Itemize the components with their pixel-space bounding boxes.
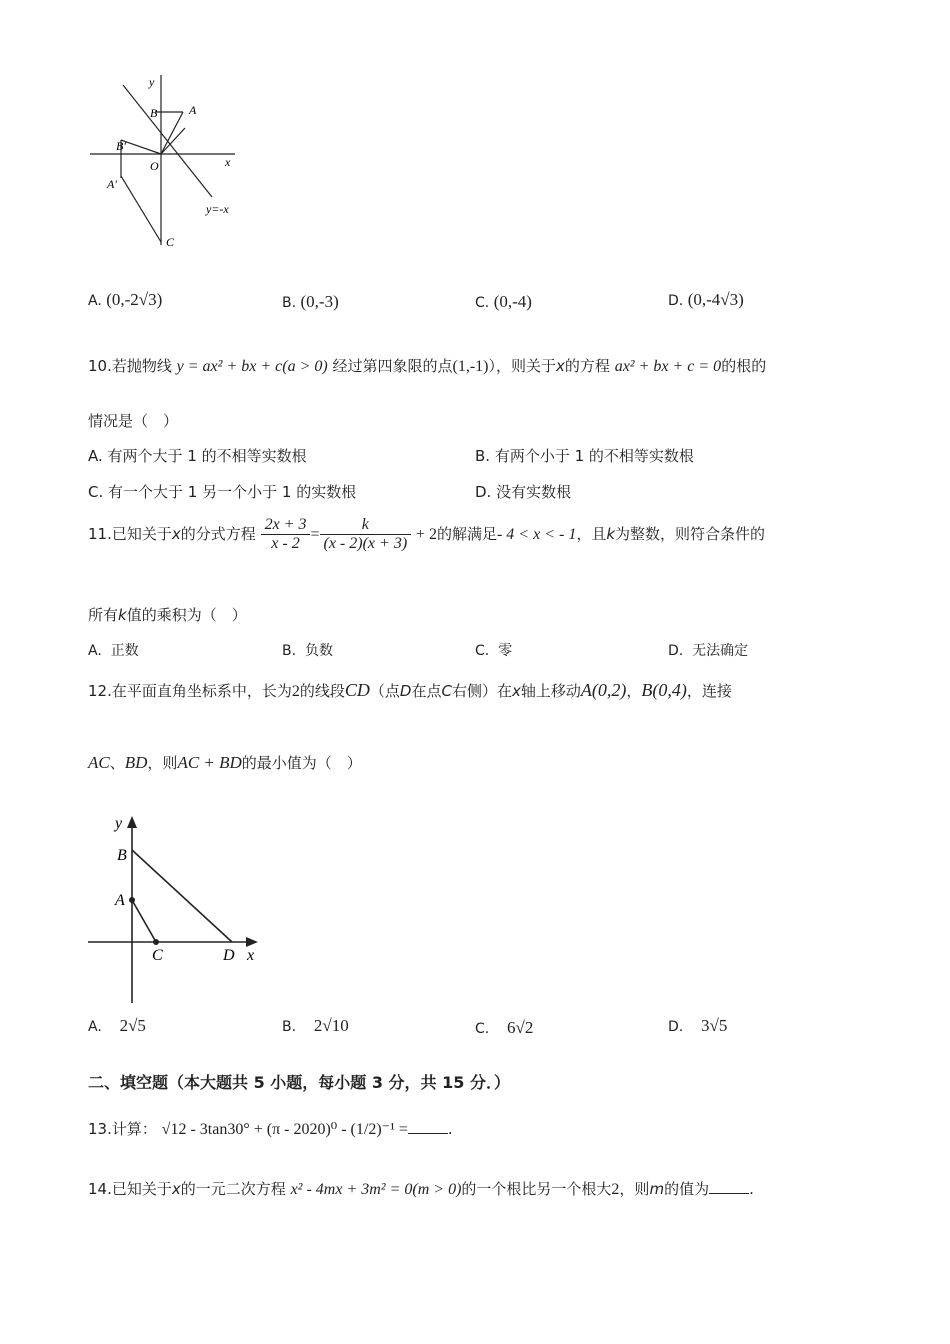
q12-option-d[interactable]: D. 3√5 (668, 1016, 728, 1035)
q9-figure (85, 70, 255, 255)
q9-option-d[interactable]: D. (0,-4√3) (668, 290, 744, 309)
q9-option-b-value: (0,-3) (300, 292, 339, 311)
q14-equation: x² - 4mx + 3m² = 0(m > 0) (290, 1181, 462, 1198)
fig12-label-B: B (117, 847, 127, 864)
q13-answer-blank[interactable] (408, 1119, 448, 1134)
fig12-label-y: y (115, 815, 123, 832)
q13-expression: √12 - 3tan30° + (π - 2020)⁰ - (1/2)⁻¹ = (161, 1121, 408, 1138)
q10-line2: 情况是（ ） (88, 412, 179, 430)
q11-fraction-1: $\frac{2x + 3}{x - 2}$ (261, 516, 311, 553)
fig9-label-x: x (225, 155, 231, 169)
q10-option-a[interactable]: A. 有两个大于 1 的不相等实数根 (88, 447, 307, 465)
fig9-label-B: B (150, 106, 158, 120)
q9-option-d-value: (0,-4√3) (687, 290, 744, 309)
q11-number: 11. (88, 525, 112, 543)
fig12-label-D: D (223, 947, 235, 964)
q10-parabola: y = ax² + bx + c(a > 0) (176, 358, 328, 375)
q12-figure (82, 808, 272, 1008)
q11-fraction-2: $\frac{k}{(x - 2)(x + 3)}$ (320, 516, 412, 553)
q12-number: 12. (88, 682, 112, 700)
fig9-label-Bp: B′ (116, 139, 126, 153)
q14-number: 14. (88, 1180, 112, 1198)
q12-option-b[interactable]: B. 2√10 (282, 1016, 349, 1035)
q9-option-c[interactable]: C. (0,-4) (475, 292, 532, 311)
q11-line1: 11.已知关于x的分式方程 $\frac{2x + 3}{x - 2}$ = $\frac{k}{(x - 2)(x + 3)}$ + 2的解满足- 4 < x < - 1，且k为整数，则符合条件的 (88, 516, 766, 552)
fig9-label-C: C (166, 235, 175, 249)
fig12-label-C: C (152, 947, 163, 964)
q11-option-b[interactable]: B. 负数 (282, 643, 333, 659)
q9-option-c-value: (0,-4) (493, 292, 532, 311)
fig9-label-line: y=-x (206, 202, 229, 216)
fig12-label-A: A (115, 892, 125, 909)
q9-option-b[interactable]: B. (0,-3) (282, 292, 339, 311)
q13-line: 13.计算： √12 - 3tan30° + (π - 2020)⁰ - (1/2)⁻¹ = . (88, 1120, 453, 1138)
q12-line2: AC、BD，则AC + BD的最小值为（ ） (88, 753, 362, 772)
q13-number: 13. (88, 1120, 112, 1138)
fig9-label-y: y (149, 75, 155, 89)
q12-line1: 12.在平面直角坐标系中，长为2的线段CD（点D在点C右侧）在x轴上移动A(0,2)，B(0,4)，连接 (88, 680, 732, 700)
q10-line1: 10.若抛物线 y = ax² + bx + c(a > 0) 经过第四象限的点(1,-1)），则关于x的方程 ax² + bx + c = 0的根的 (88, 357, 767, 375)
q10-option-c[interactable]: C. 有一个大于 1 另一个小于 1 的实数根 (88, 483, 357, 501)
q14-line: 14.已知关于x的一元二次方程 x² - 4mx + 3m² = 0(m > 0)的一个根比另一个根大2，则m的值为 . (88, 1180, 754, 1198)
q14-answer-blank[interactable] (709, 1179, 749, 1194)
q9-option-a[interactable]: A. (0,-2√3) (88, 290, 163, 309)
q12-option-a[interactable]: A. 2√5 (88, 1016, 146, 1035)
fig9-label-Ap: A′ (107, 177, 117, 191)
q10-number: 10. (88, 357, 112, 375)
q10-option-b[interactable]: B. 有两个小于 1 的不相等实数根 (475, 447, 694, 465)
q11-inequality: - 4 < x < - 1 (496, 526, 577, 543)
q9-option-a-value: (0,-2√3) (106, 290, 163, 309)
q10-option-d[interactable]: D. 没有实数根 (475, 483, 572, 501)
q11-option-a[interactable]: A. 正数 (88, 643, 139, 659)
q11-line2: 所有k值的乘积为（ ） (88, 606, 247, 624)
q11-option-c[interactable]: C. 零 (475, 643, 513, 659)
q10-point: (1,-1) (452, 358, 489, 375)
q12-option-c[interactable]: C. 6√2 (475, 1018, 534, 1037)
fig9-label-O: O (150, 159, 159, 173)
section-heading: 二、填空题（本大题共 5 小题，每小题 3 分，共 15 分．） (88, 1073, 510, 1092)
q10-equation: ax² + bx + c = 0 (614, 358, 722, 375)
fig9-label-A: A (189, 103, 197, 117)
q11-option-d[interactable]: D. 无法确定 (668, 643, 749, 659)
fig12-label-x: x (247, 947, 255, 964)
